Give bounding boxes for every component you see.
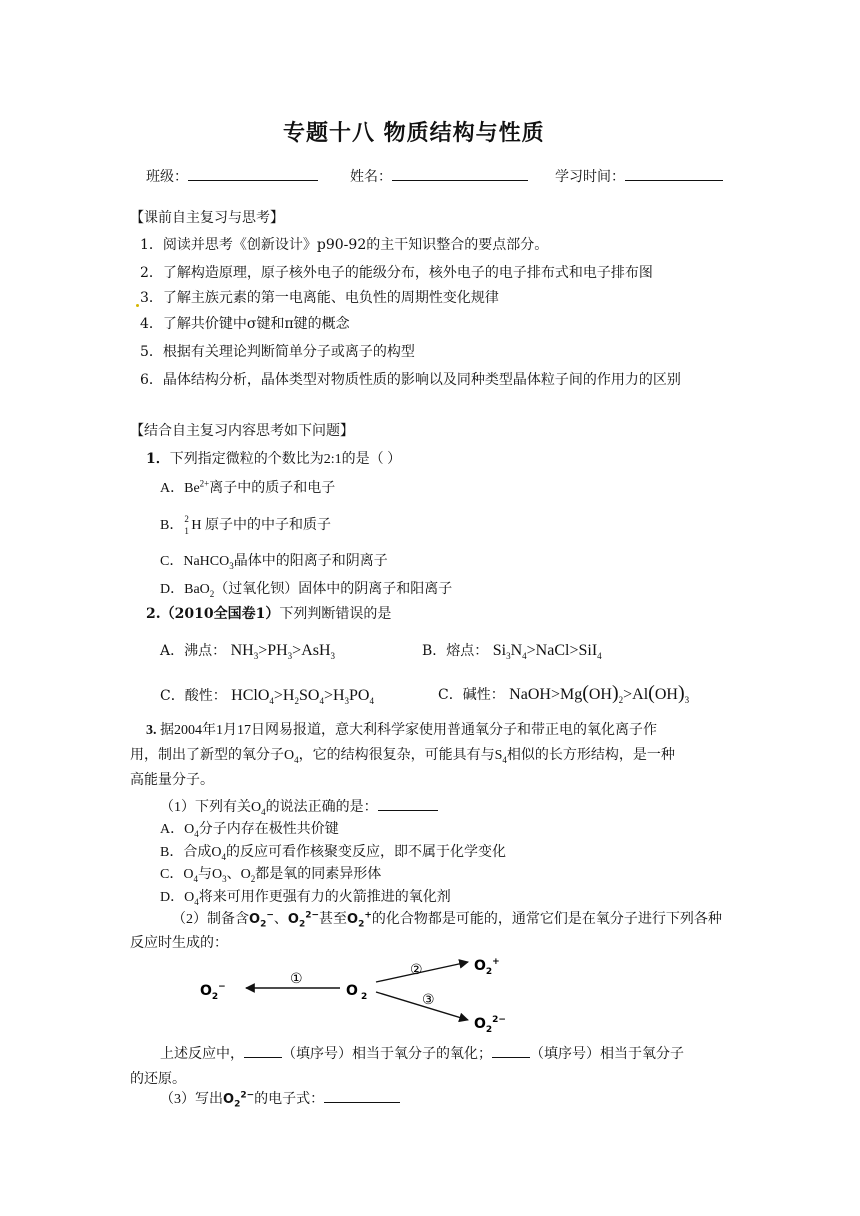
q1-option-c [160, 550, 388, 570]
q3-ans-c: （填序号）相当于氧分子 [530, 1047, 684, 1062]
q3-sub2-b: 甚至 [319, 912, 348, 927]
q3-para-1: 据2004年1月17日网易报道，意大利科学家使用普通氧分子和带正电的氧化离子作 [160, 723, 657, 738]
o2-center-label: O $_2$ [346, 983, 368, 1002]
q3-c-prefix: C．O [160, 867, 194, 882]
q3-sub2-line2: 反应时生成的： [130, 936, 228, 951]
o2-plus-label: $O_2^+$ [474, 957, 500, 977]
q2-stem [146, 603, 391, 623]
q1-b-prefix: B． [160, 518, 184, 533]
q1-c-text: 晶体中的阳离子和阴离子 [233, 554, 388, 569]
page-title: 专题十八 物质结构与性质 [283, 121, 545, 146]
q1-c-sub: 3 [229, 560, 234, 571]
q3-sub3-tail: 的电子式： [254, 1092, 325, 1107]
q1-a-text: 离子中的质子和电子 [209, 481, 336, 496]
reaction-diagram [200, 952, 520, 1032]
q2-b-formula: $Si_3N_4>NaCl>SiI_4$ [492, 642, 602, 662]
q1-option-b [160, 514, 331, 534]
q3-sub3-blank[interactable] [324, 1088, 400, 1103]
q1-a-prefix: A．Be [160, 481, 200, 496]
preview-item-3-text: 3．了解主族元素的第一电离能、电负性的周期性变化规律 [140, 290, 499, 306]
q3-reduction-blank[interactable] [492, 1043, 530, 1058]
q3-option-d: D．$O_4$将来可用作更强有力的火箭推进的氧化剂 [160, 890, 451, 907]
q1-b-mass: 2 [184, 513, 189, 524]
q1-d-prefix: D．BaO [160, 582, 210, 597]
q3-ans-b: （填序号）相当于氧分子的氧化； [282, 1047, 492, 1062]
q3-sub2-c: 的化合物都是可能的，通常它们是在氧分子进行下列各种 [371, 912, 722, 927]
q3-c-tail: 都是氧的同素异形体 [255, 867, 382, 882]
q1-b-nuclide [183, 513, 191, 536]
q2-b-label: B．熔点： [422, 643, 489, 659]
o2-2minus-label: $O_2^{2-}$ [474, 1015, 506, 1032]
questions-heading: 【结合自主复习内容思考如下问题】 [130, 423, 354, 439]
o2-minus-label: $O_2^-$ [200, 982, 226, 1002]
q3-number: 3. [146, 723, 157, 738]
q2-a-formula: $NH_3>PH_3>AsH_3$ [230, 642, 336, 662]
q2-option-a [160, 640, 335, 660]
arrow-2-label: ② [410, 962, 423, 978]
q1-option-d [160, 578, 452, 598]
q2-number: 2. [146, 606, 161, 622]
q3-b-text: 的反应可看作核聚变反应，即不属于化学变化 [225, 845, 506, 860]
class-blank[interactable] [188, 166, 318, 181]
q1-d-sub: 2 [209, 588, 215, 599]
q3-b-prefix: B．合成O [160, 845, 222, 860]
q3-a-text: 分子内存在极性共价键 [198, 822, 339, 837]
q3-para-line2: 用，制出了新型的氧分子$O_4$，它的结构很复杂，可能具有与$S_4$相似的长方形结构，是一种 [130, 748, 675, 765]
q1-option-a [160, 477, 335, 497]
class-field[interactable] [146, 166, 318, 186]
q3-sub1-text: （1）下列有关O [160, 800, 262, 815]
name-label: 姓名： [350, 169, 392, 185]
q3-d-text: 将来可用作更强有力的火箭推进的氧化剂 [198, 890, 451, 905]
q1-c-prefix: C．NaHCO [160, 554, 230, 569]
highlight-mark [136, 304, 139, 307]
preview-item-5: 5．根据有关理论判断简单分子或离子的构型 [140, 344, 415, 360]
q3-para-2c: 相似的长方形结构，是一种 [506, 748, 675, 763]
preview-heading: 【课前自主复习与思考】 [130, 210, 284, 226]
q1-stem-text: 下列指定微粒的个数比为2:1的是（ ） [169, 452, 402, 467]
preview-item-1: 1．阅读并思考《创新设计》p90-92的主干知识整合的要点部分。 [140, 237, 549, 253]
q1-number: 1． [146, 451, 170, 467]
name-blank[interactable] [392, 166, 528, 181]
q1-d-text: （过氧化钡）固体中的阴离子和阳离子 [214, 582, 453, 597]
q3-para-line3: 高能量分子。 [130, 773, 214, 788]
q1-a-charge: 2+ [199, 478, 210, 489]
q3-sub1: （1）下列有关$O_4$的说法正确的是： [160, 796, 438, 816]
q1-b-text: H 原子中的中子和质子 [191, 518, 331, 533]
q2-option-c [160, 685, 374, 705]
q3-sub2-a: （2）制备含 [172, 912, 249, 927]
q2-option-d [438, 682, 689, 705]
q3-ans-a: 上述反应中， [160, 1047, 244, 1062]
q2-option-b [422, 640, 602, 660]
q3-para-2b: ，它的结构很复杂，可能具有与S [298, 748, 503, 763]
arrow-1-label: ① [290, 971, 303, 987]
preview-item-6: 6．晶体结构分析，晶体类型对物质性质的影响以及同种类型晶体粒子间的作用力的区别 [140, 372, 681, 388]
preview-item-4: 4．了解共价键中σ键和π键的概念 [140, 316, 350, 332]
preview-item-2: 2．了解构造原理，原子核外电子的能级分布，核外电子的电子排布式和电子排布图 [140, 265, 653, 281]
name-field[interactable] [350, 166, 528, 186]
study-time-field[interactable] [555, 166, 723, 186]
q3-answer-line2: 的还原。 [130, 1072, 186, 1087]
q3-sub1-blank[interactable] [378, 796, 438, 811]
study-time-blank[interactable] [625, 166, 723, 181]
preview-item-3 [136, 287, 499, 307]
arrow-3-label: ③ [422, 992, 435, 1008]
q2-source: （2010全国卷1） [160, 606, 280, 622]
q3-option-b: B．合成$O_4$的反应可看作核聚变反应，即不属于化学变化 [160, 845, 506, 862]
q2-a-label: A．沸点： [160, 643, 227, 659]
q3-sub3-text: （3）写出 [160, 1092, 223, 1107]
q3-option-a: A．$O_4$分子内存在极性共价键 [160, 822, 339, 839]
q3-sub3: （3）写出$O_2^{2-}$的电子式： [160, 1088, 400, 1108]
q2-d-formula: $NaOH>Mg(OH)_2>Al(OH)_3$ [509, 682, 690, 706]
q3-option-c: C．$O_4$与$O_3$、$O_2$都是氧的同素异形体 [160, 867, 382, 884]
q1-b-atomic: 1 [184, 525, 189, 536]
q3-c-mid: 与O [197, 867, 223, 882]
q3-oxidation-blank[interactable] [244, 1043, 282, 1058]
q3-para-line1 [146, 719, 657, 739]
q3-answer-line1 [160, 1043, 684, 1063]
q2-d-label: C．碱性： [438, 687, 505, 703]
study-time-label: 学习时间： [555, 169, 625, 185]
q1-stem [146, 448, 401, 468]
q3-para-2a: 用，制出了新型的氧分子O [130, 748, 295, 763]
q3-sub1-tail: 的说法正确的是： [265, 800, 378, 815]
q2-c-formula: $HClO_4>H_2SO_4>H_3PO_4$ [231, 687, 374, 707]
class-label: 班级： [146, 169, 188, 185]
q3-sub2-line1: （2）制备含$O_2^-$、$O_2^{2-}$甚至$O_2^+$的化合物都是可能的，通常它们是在氧分子进行下列各种 [172, 910, 722, 930]
q2-c-label: C．酸性： [160, 688, 227, 704]
q2-stem-text: 下列判断错误的是 [279, 606, 392, 622]
